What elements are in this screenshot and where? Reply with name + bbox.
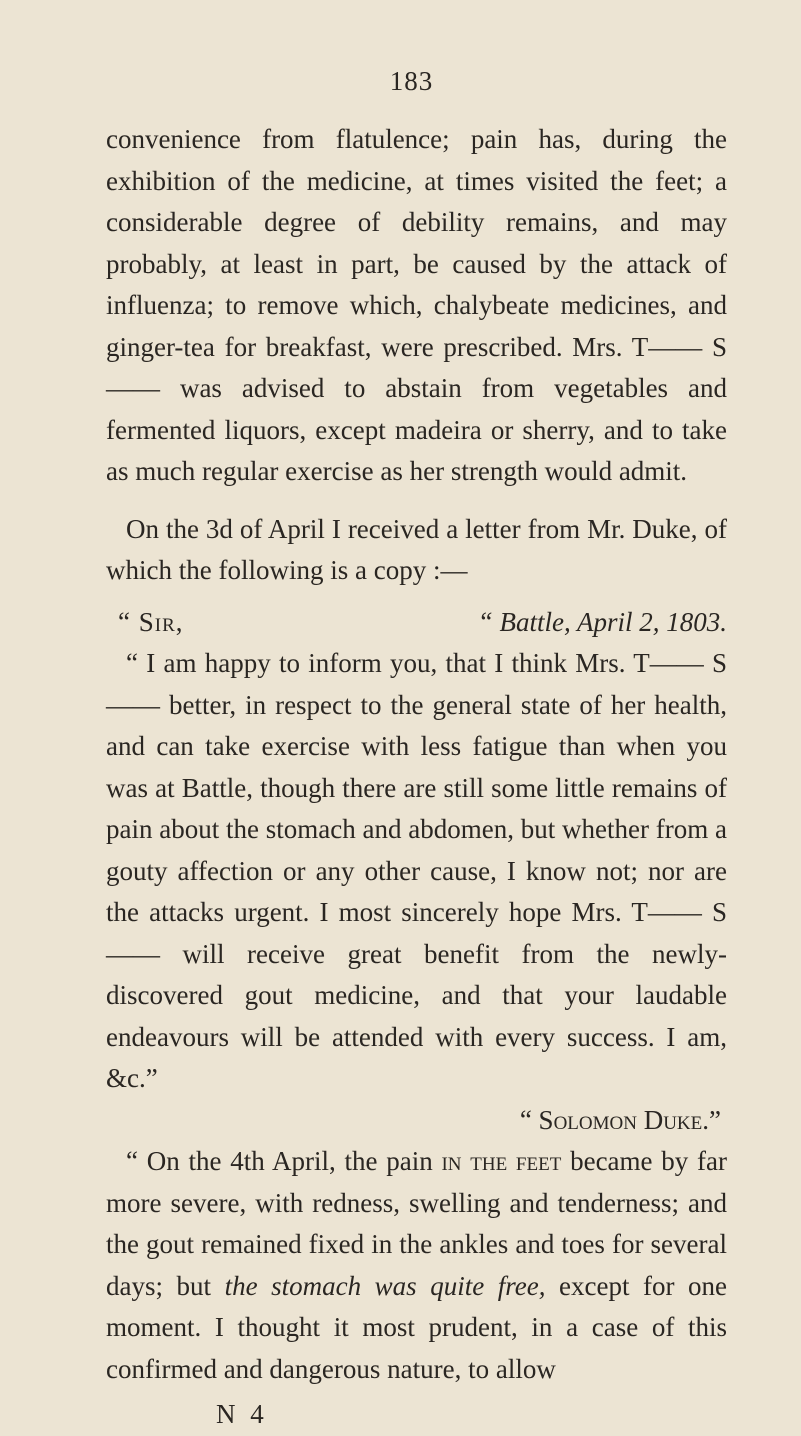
paragraph-3-text-b: became by far more severe, with redness, swelling and tenderness; and the gout remained fixed in the ankles and toes for several days; but bbox=[106, 1146, 727, 1301]
paragraph-2: On the 3d of April I received a letter from Mr. Duke, of which the following is a copy :— bbox=[106, 513, 727, 585]
letter-heading bbox=[106, 602, 727, 644]
letter-signature: “ Solomon Duke.” bbox=[519, 1104, 721, 1135]
page-number: 183 bbox=[389, 66, 434, 96]
letter-body: “ I am happy to inform you, that I think Mrs. T—— S—— better, in respect to the general state of her health, and can take exercise with less fatigue than when you was at Battle, though there are still some little remains of pain about the stomach and abdomen, but whether from a gouty affection or any other cause, I know not; nor are the attacks urgent. I most sincerely hope Mrs. T—— S—— will receive great benefit from the newly-discovered gout medicine, and that your laudable endeavours will be attended with every success. I am, &c.” bbox=[106, 648, 727, 1093]
paragraph-1: convenience from flatulence; pain has, during the exhibition of the medicine, at times visited the feet; a considerable degree of debility remains, and may probably, at least in part, be caused by the attack of influenza; to remove which, chalybeate medicines, and ginger-tea for breakfast, were prescribed. Mrs. T—— S—— was advised to abstain from vegetables and fermented liquors, except madeira or sherry, and to take as much regular exercise as her strength would admit. bbox=[106, 124, 727, 486]
paragraph-3 bbox=[106, 1141, 727, 1390]
paragraph-3-text-c: except for one moment. I thought it most prudent, in a case of this confirmed and dangerous nature, to allow bbox=[106, 1270, 727, 1384]
paragraph-3-text-a: “ On the 4th April, the pain bbox=[126, 1146, 442, 1176]
paragraph-3-italic: the stomach was quite free, bbox=[224, 1270, 546, 1301]
letter-dateline: “ Battle, April 2, 1803. bbox=[477, 606, 727, 637]
signature-mark: N 4 bbox=[216, 1399, 268, 1429]
letter-salutation: “ Sir, bbox=[118, 606, 184, 637]
paragraph-3-small-caps: in the feet bbox=[441, 1146, 562, 1176]
